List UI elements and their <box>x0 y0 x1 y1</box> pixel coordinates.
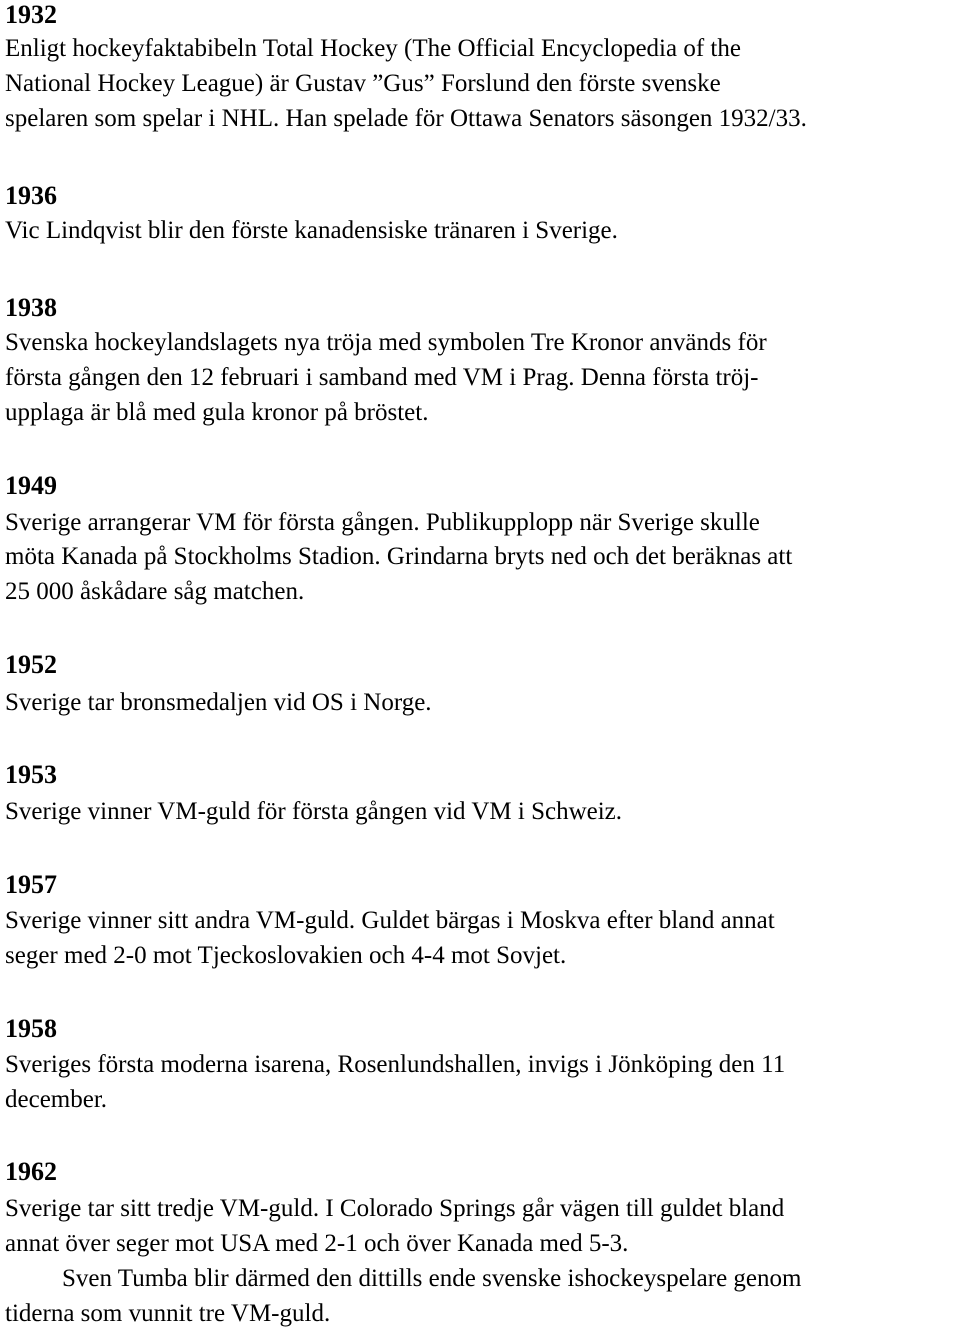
entry-year-1938: 1938 <box>5 293 57 322</box>
entry-year-1936: 1936 <box>5 181 57 210</box>
entry-year-1952: 1952 <box>5 650 57 679</box>
entry-text-line: Sverige vinner sitt andra VM-guld. Guldet bärgas i Moskva efter bland annat <box>5 907 775 934</box>
entry-text-line: National Hockey League) är Gustav ”Gus” Forslund den förste svenske <box>5 70 721 97</box>
entry-text-line: Vic Lindqvist blir den förste kanadensiske tränaren i Sverige. <box>5 217 618 244</box>
entry-text-line: Sveriges första moderna isarena, Rosenlundshallen, invigs i Jönköping den 11 <box>5 1051 786 1078</box>
entry-text-line: seger med 2-0 mot Tjeckoslovakien och 4-4 mot Sovjet. <box>5 942 567 969</box>
entry-text-line: spelaren som spelar i NHL. Han spelade för Ottawa Senators säsongen 1932/33. <box>5 105 807 132</box>
entry-year-1932: 1932 <box>5 0 57 29</box>
entry-text-line: Sverige arrangerar VM för första gången. Publikupplopp när Sverige skulle <box>5 509 760 536</box>
entry-year-1949: 1949 <box>5 471 57 500</box>
entry-text-line: upplaga är blå med gula kronor på bröstet. <box>5 399 429 426</box>
entry-text-line: möta Kanada på Stockholms Stadion. Grindarna bryts ned och det beräknas att <box>5 543 793 570</box>
entry-text-line: första gången den 12 februari i samband med VM i Prag. Denna första tröj- <box>5 364 759 391</box>
entry-text-line: Sven Tumba blir därmed den dittills ende svenske ishockeyspelare genom <box>62 1265 802 1292</box>
entry-year-1958: 1958 <box>5 1014 57 1043</box>
entry-year-1962: 1962 <box>5 1157 57 1186</box>
entry-year-1953: 1953 <box>5 760 57 789</box>
entry-text-line: Svenska hockeylandslagets nya tröja med symbolen Tre Kronor används för <box>5 329 767 356</box>
entry-text-line: Sverige tar sitt tredje VM-guld. I Colorado Springs går vägen till guldet bland <box>5 1195 785 1222</box>
entry-text-line: tiderna som vunnit tre VM-guld. <box>5 1300 331 1327</box>
entry-text-line: 25 000 åskådare såg matchen. <box>5 578 305 605</box>
entry-text-line: Enligt hockeyfaktabibeln Total Hockey (The Official Encyclopedia of the <box>5 35 741 62</box>
entry-text-line: Sverige vinner VM-guld för första gången vid VM i Schweiz. <box>5 798 623 825</box>
entry-text-line: annat över seger mot USA med 2-1 och över Kanada med 5-3. <box>5 1230 629 1257</box>
entry-text-line: december. <box>5 1086 108 1113</box>
entry-text-line: Sverige tar bronsmedaljen vid OS i Norge. <box>5 689 432 716</box>
entry-year-1957: 1957 <box>5 870 57 899</box>
